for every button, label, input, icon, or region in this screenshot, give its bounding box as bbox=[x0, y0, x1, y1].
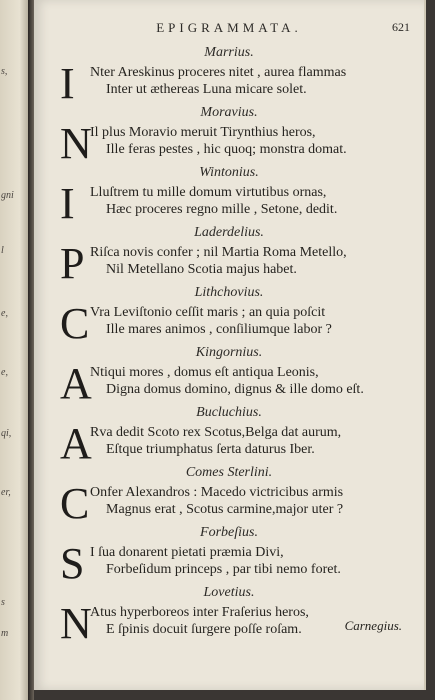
epigram-title: Lovetius. bbox=[203, 585, 255, 600]
margin-fragment: e, bbox=[1, 367, 8, 378]
drop-initial: P bbox=[60, 239, 85, 288]
margin-fragment: e, bbox=[1, 308, 8, 319]
drop-initial: I bbox=[60, 59, 75, 108]
epigram-title: Wintonius. bbox=[199, 165, 259, 180]
verse-line: Rva dedit Scoto rex Scotus,Belga dat aurum, bbox=[90, 425, 342, 440]
verse-line: Onfer Alexandros : Macedo victricibus armis bbox=[90, 485, 344, 500]
margin-fragment: s, bbox=[1, 66, 8, 77]
verse-line: Digna domus domino, dignus & ille domo eſt. bbox=[106, 382, 364, 397]
epigram-title: Comes Sterlini. bbox=[185, 465, 273, 480]
drop-initial: I bbox=[60, 179, 75, 228]
previous-page-edge bbox=[0, 0, 28, 700]
margin-fragment: s bbox=[1, 597, 5, 608]
epigram-title: Bucluchius. bbox=[196, 405, 262, 420]
epigram-title: Moravius. bbox=[200, 105, 258, 120]
verse-line: I ſua donarent pietati præmia Divi, bbox=[90, 545, 284, 560]
margin-fragment: gni bbox=[1, 190, 14, 201]
drop-initial: A bbox=[60, 359, 92, 408]
drop-initial: N bbox=[60, 119, 92, 168]
verse-line: Il plus Moravio meruit Tirynthius heros, bbox=[90, 125, 316, 140]
drop-initial: C bbox=[60, 299, 90, 348]
margin-fragment: l bbox=[1, 245, 4, 256]
verse-line: Nil Metellano Scotia majus habet. bbox=[106, 262, 297, 277]
margin-fragment: er, bbox=[1, 487, 11, 498]
margin-fragment: qi, bbox=[1, 428, 12, 439]
margin-fragment: m bbox=[1, 628, 9, 639]
verse-line: Riſca novis confer ; nil Martia Roma Metello, bbox=[90, 245, 347, 260]
epigram-title: Kingornius. bbox=[195, 345, 263, 360]
verse-line: E ſpinis docuit ſurgere poſſe roſam. bbox=[106, 622, 302, 637]
signature: Carnegius. bbox=[344, 618, 402, 633]
page-number: 621 bbox=[392, 20, 410, 34]
verse-line: Eſtque triumphatus ſerta daturus Iber. bbox=[106, 442, 315, 457]
epigram-title: Lithchovius. bbox=[194, 285, 264, 300]
verse-line: Hæc proceres regno mille , Setone, dedit. bbox=[106, 202, 338, 217]
verse-line: Ille feras pestes , hic quoq; monstra domat. bbox=[106, 142, 347, 157]
verse-line: Inter ut æthereas Luna micare solet. bbox=[106, 82, 307, 97]
drop-initial: S bbox=[60, 539, 85, 588]
epigram-title: Marrius. bbox=[204, 45, 254, 60]
verse-line: Lluſtrem tu mille domum virtutibus ornas, bbox=[90, 185, 327, 200]
epigram-title: Laderdelius. bbox=[194, 225, 264, 240]
verse-line: Vra Leviſtonio ceſſit maris ; an quia poſcit bbox=[90, 305, 326, 320]
verse-line: Forbeſidum princeps , par tibi nemo foret. bbox=[106, 562, 341, 577]
epigram-title: Forbeſius. bbox=[200, 525, 258, 540]
verse-line: Ille mares animos , conſiliumque labor ? bbox=[106, 322, 332, 337]
drop-initial: A bbox=[60, 419, 92, 468]
book-page bbox=[34, 0, 426, 690]
verse-line: Atus hyperboreos inter Fraſerius heros, bbox=[90, 605, 309, 620]
verse-line: Ntiqui mores , domus eſt antiqua Leonis, bbox=[90, 365, 319, 380]
verse-line: Magnus erat , Scotus carmine,major uter ? bbox=[106, 502, 344, 517]
drop-initial: C bbox=[60, 479, 90, 528]
drop-initial: N bbox=[60, 599, 92, 648]
verse-line: Nter Areskinus proceres nitet , aurea flammas bbox=[90, 65, 347, 80]
running-header: EPIGRAMMATA. bbox=[156, 20, 302, 35]
